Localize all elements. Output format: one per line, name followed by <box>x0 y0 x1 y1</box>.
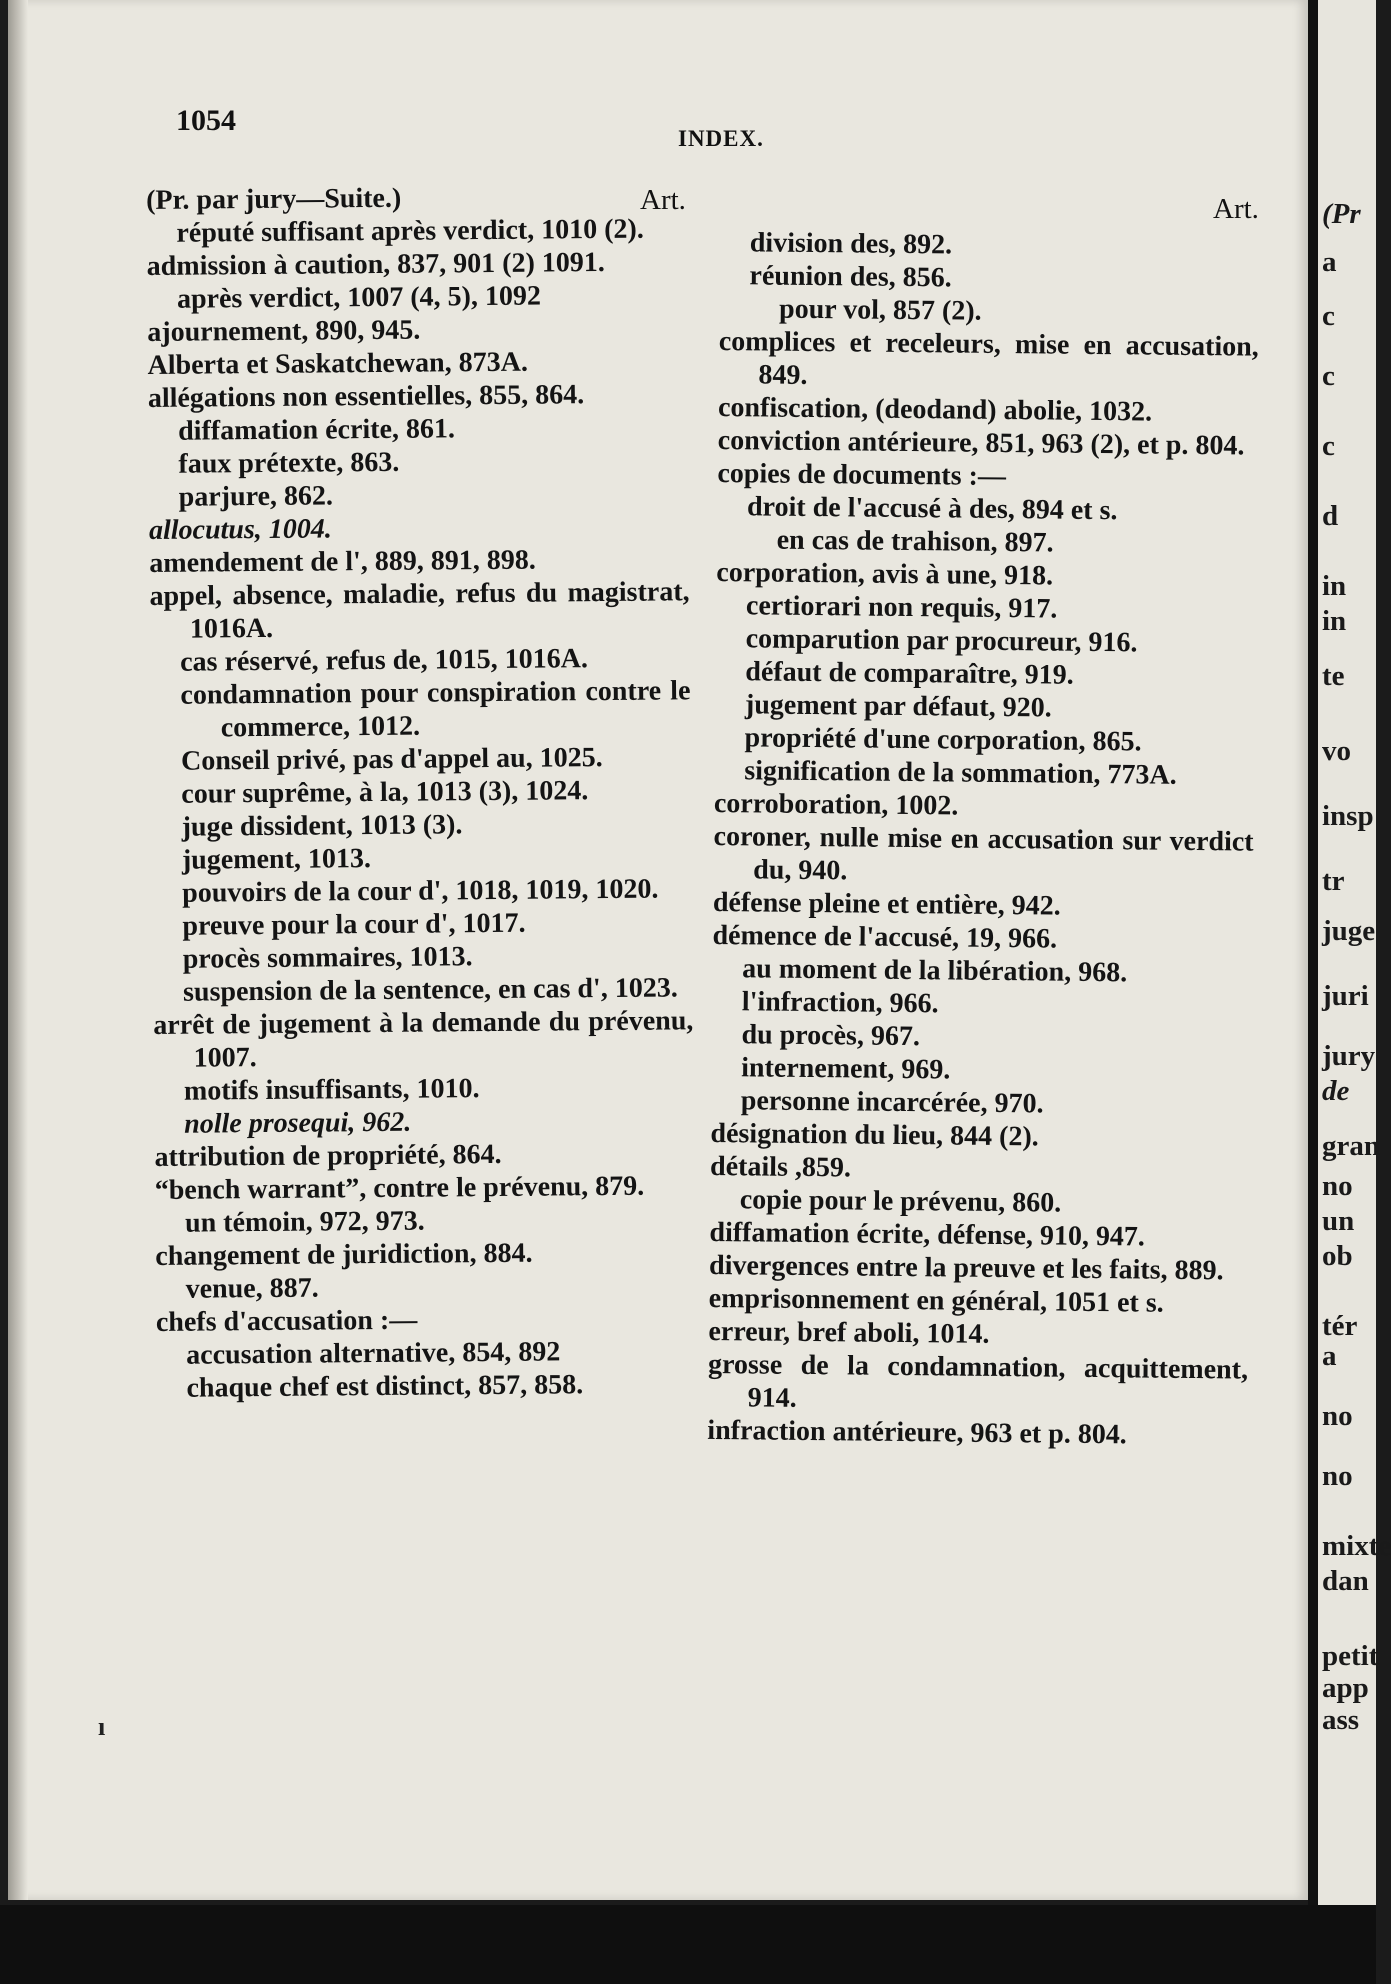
index-entry-text: infraction antérieure, 963 et p. 804. <box>707 1414 1127 1451</box>
facing-page-fragment: dan <box>1322 1565 1369 1597</box>
index-entry <box>741 1051 1251 1089</box>
index-entry <box>717 457 1257 496</box>
index-entry <box>182 872 692 909</box>
index-entry <box>746 589 1256 627</box>
index-entry <box>716 556 1256 595</box>
index-entry <box>741 1084 1251 1122</box>
facing-page-fragment: c <box>1322 360 1335 392</box>
index-entry <box>182 905 692 942</box>
index-entry-text: conviction antérieure, 851, 963 (2), et p. 804. <box>717 424 1245 462</box>
index-entry-text: arrêt de jugement à la demande du prévenu, 1007. <box>153 1005 694 1074</box>
index-entry-text: certiorari non requis, 917. <box>745 590 1058 625</box>
index-entry <box>749 259 1259 297</box>
facing-page-fragment: de <box>1322 1075 1350 1107</box>
index-entry-text: Conseil privé, pas d'appel au, 1025. <box>180 742 603 777</box>
index-entry <box>714 787 1254 826</box>
index-entry-text: allocutus, 1004. <box>148 513 332 546</box>
index-entry-text: parjure, 862. <box>178 480 334 513</box>
index-entry <box>747 490 1257 528</box>
index-entry <box>777 524 1257 562</box>
facing-page-fragment: vo <box>1322 735 1351 767</box>
index-entry <box>155 1235 695 1273</box>
index-entry <box>147 344 687 382</box>
index-entry-text: juge dissident, 1013 (3). <box>181 809 463 843</box>
facing-page-fragment: a <box>1322 246 1337 278</box>
index-entry <box>708 1348 1249 1420</box>
index-entry-text: comparution par procureur, 916. <box>745 623 1138 659</box>
index-entry-text: “bench warrant”, contre le prévenu, 879. <box>154 1170 645 1206</box>
index-entry-text: amendement de l', 889, 891, 898. <box>149 544 536 579</box>
index-entry-text: jugement, 1013. <box>181 843 372 876</box>
index-entry <box>186 1334 696 1371</box>
index-entry-text: Alberta et Saskatchewan, 873A. <box>147 346 529 381</box>
facing-page-fragment: in <box>1322 605 1347 637</box>
running-head: INDEX. <box>678 126 764 151</box>
facing-page-fragment: un <box>1322 1205 1355 1237</box>
margin-mark: ı <box>98 1712 106 1741</box>
index-entry <box>155 1169 695 1207</box>
page-number: 1054 <box>176 104 236 137</box>
index-entry-text: pour vol, 857 (2). <box>778 293 982 327</box>
index-entry-text: allégations non essentielles, 855, 864. <box>147 379 585 414</box>
index-entry-text: propriété d'une corporation, 865. <box>744 722 1142 758</box>
index-entry <box>149 542 689 580</box>
index-entry-text: démence de l'accusé, 19, 966. <box>712 919 1058 955</box>
index-entry <box>708 1315 1248 1354</box>
index-entry <box>745 688 1255 726</box>
index-entry-text: venue, 887. <box>185 1272 319 1305</box>
index-entry-text: défense pleine et entière, 942. <box>712 886 1061 922</box>
index-entry <box>153 1004 694 1075</box>
index-entry <box>181 773 691 810</box>
facing-page-fragment: gran <box>1322 1130 1380 1162</box>
index-entry <box>713 820 1254 892</box>
article-label-right: Art. <box>1213 193 1259 225</box>
index-entry <box>183 938 693 975</box>
index-entry-text: du procès, 967. <box>741 1019 921 1053</box>
facing-page-fragment: tér <box>1322 1310 1358 1342</box>
book-page <box>8 0 1308 1900</box>
index-entry-text: coroner, nulle mise en accusation sur verdict du, 940. <box>713 820 1254 887</box>
scan-border <box>0 1905 1376 1984</box>
index-entry-text: condamnation pour conspiration contre le commerce, 1012. <box>180 675 691 744</box>
index-entry-text: cour suprême, à la, 1013 (3), 1024. <box>181 775 589 810</box>
index-entry <box>183 971 693 1008</box>
index-entry <box>181 740 691 777</box>
index-entry-text: au moment de la libération, 968. <box>742 953 1128 989</box>
index-entry-text: défaut de comparaître, 919. <box>745 656 1074 691</box>
index-entry <box>741 1018 1251 1056</box>
facing-page-fragment: d <box>1322 500 1339 532</box>
index-entry-text: admission à caution, 837, 901 (2) 1091. <box>146 246 605 282</box>
index-entry <box>744 754 1254 792</box>
index-entry <box>146 179 686 217</box>
index-entry-text: diffamation écrite, défense, 910, 947. <box>709 1216 1146 1253</box>
index-entry <box>186 1268 696 1305</box>
index-entry <box>149 509 689 547</box>
index-entry-text: ajournement, 890, 945. <box>147 314 421 348</box>
index-entry <box>744 721 1254 759</box>
index-entry-text: désignation du lieu, 844 (2). <box>710 1117 1039 1153</box>
index-entry <box>779 293 1259 331</box>
index-entry-text: appel, absence, maladie, refus du magistrat, 1016A. <box>149 576 690 645</box>
index-entry <box>147 245 687 283</box>
facing-page-fragment: juri <box>1322 980 1369 1012</box>
index-entry <box>177 278 687 315</box>
index-entry <box>178 410 688 447</box>
index-entry <box>156 1301 696 1339</box>
facing-page-fragment: in <box>1322 570 1347 602</box>
index-entry <box>742 952 1252 990</box>
facing-page-fragment: insp <box>1322 800 1374 832</box>
index-entry-text: suspension de la sentence, en cas d', 1023. <box>182 972 678 1008</box>
index-entry <box>154 1136 694 1174</box>
index-entry-text: (Pr. par jury—Suite.) <box>146 182 402 216</box>
index-entry <box>184 1070 694 1107</box>
index-entry-text: détails ,859. <box>709 1150 852 1184</box>
index-entry-text: faux prétexte, 863. <box>178 446 400 480</box>
index-entry-text: motifs insuffisants, 1010. <box>183 1073 480 1107</box>
index-entry <box>180 641 690 678</box>
index-entry <box>180 674 691 744</box>
index-entry-text: division des, 892. <box>749 227 953 261</box>
facing-page-fragment: c <box>1322 300 1335 332</box>
index-entry <box>742 985 1252 1023</box>
index-entry <box>718 325 1259 397</box>
index-entry-text: erreur, bref aboli, 1014. <box>708 1315 990 1350</box>
index-entry-text: preuve pour la cour d', 1017. <box>182 907 526 942</box>
index-entry-text: corroboration, 1002. <box>713 787 959 822</box>
facing-page-fragment: a <box>1322 1340 1337 1372</box>
index-entry <box>148 377 688 415</box>
index-entry <box>185 1202 695 1239</box>
index-entry-text: réputé suffisant après verdict, 1010 (2). <box>176 213 644 249</box>
index-entry <box>179 476 689 513</box>
index-entry <box>176 212 686 249</box>
index-entry <box>750 226 1260 264</box>
facing-page-fragment: jury <box>1322 1040 1376 1072</box>
facing-page-fragment: no <box>1322 1400 1353 1432</box>
facing-page-fragment: c <box>1322 430 1335 462</box>
facing-page-fragment: (Pr <box>1322 198 1361 230</box>
index-entry-text: accusation alternative, 854, 892 <box>186 1336 561 1371</box>
index-entry-text: jugement par défaut, 920. <box>744 689 1052 724</box>
index-entry-text: signification de la sommation, 773A. <box>744 755 1177 791</box>
index-entry-text: complices et receleurs, mise en accusation, 849. <box>718 325 1259 391</box>
index-entry-text: nolle prosequi, 962. <box>184 1106 412 1140</box>
index-entry-text: droit de l'accusé à des, 894 et s. <box>746 491 1118 527</box>
facing-page-fragment: tr <box>1322 865 1345 897</box>
facing-page-fragment: app <box>1322 1672 1369 1704</box>
index-entry <box>186 1367 696 1404</box>
index-entry-text: attribution de propriété, 864. <box>154 1138 502 1173</box>
book-gutter <box>1308 0 1318 1905</box>
facing-page-edge <box>1318 0 1391 1905</box>
index-entry <box>707 1414 1247 1453</box>
index-entry <box>745 655 1255 693</box>
index-entry-text: internement, 969. <box>741 1052 951 1086</box>
facing-page-fragment: ass <box>1322 1704 1360 1736</box>
index-entry-text: cas réservé, refus de, 1015, 1016A. <box>180 643 589 678</box>
index-entry-text: l'infraction, 966. <box>741 986 939 1020</box>
index-entry-text: un témoin, 972, 973. <box>184 1205 425 1239</box>
index-entry-text: procès sommaires, 1013. <box>182 941 473 975</box>
facing-page-fragment: mixte <box>1322 1530 1391 1562</box>
facing-page-fragment: juge <box>1322 915 1376 947</box>
facing-page-fragment: petit <box>1322 1640 1379 1672</box>
index-entry-text: pouvoirs de la cour d', 1018, 1019, 1020. <box>182 873 659 909</box>
index-entry-text: grosse de la condamnation, acquittement, 914. <box>707 1348 1249 1414</box>
index-entry <box>746 622 1256 660</box>
index-entry-text: chaque chef est distinct, 857, 858. <box>186 1369 584 1404</box>
index-entry-text: corporation, avis à une, 918. <box>716 556 1054 592</box>
index-entry-text: réunion des, 856. <box>749 260 952 294</box>
index-entry-text: diffamation écrite, 861. <box>178 413 456 447</box>
index-entry-text: après verdict, 1007 (4, 5), 1092 <box>176 280 542 315</box>
article-label-left: Art. <box>640 184 686 216</box>
facing-page-fragment: te <box>1322 660 1345 692</box>
index-entry-text: changement de juridiction, 884. <box>155 1237 533 1272</box>
index-entry <box>181 806 691 843</box>
index-column-right <box>707 226 1260 1453</box>
facing-page-fragment: ob <box>1322 1240 1353 1272</box>
index-entry-text: personne incarcérée, 970. <box>740 1085 1044 1120</box>
index-entry-text: confiscation, (deodand) abolie, 1032. <box>717 391 1153 428</box>
index-entry <box>149 575 690 646</box>
index-entry <box>740 1183 1250 1221</box>
index-entry-text: copies de documents :— <box>717 457 1007 493</box>
index-entry-text: chefs d'accusation :— <box>155 1304 418 1338</box>
index-entry <box>710 1117 1250 1156</box>
index-entry-text: emprisonnement en général, 1051 et s. <box>708 1282 1164 1319</box>
facing-page-fragment: no <box>1322 1460 1353 1492</box>
index-entry-text: en cas de trahison, 897. <box>776 524 1054 559</box>
index-entry <box>182 839 692 876</box>
index-entry <box>184 1103 694 1140</box>
index-entry <box>147 311 687 349</box>
index-column-left <box>146 179 697 1405</box>
facing-page-fragment: no <box>1322 1170 1353 1202</box>
index-entry <box>178 443 688 480</box>
index-entry-text: copie pour le prévenu, 860. <box>739 1184 1062 1219</box>
index-entry-text: divergences entre la preuve et les faits, 889. <box>708 1249 1224 1287</box>
